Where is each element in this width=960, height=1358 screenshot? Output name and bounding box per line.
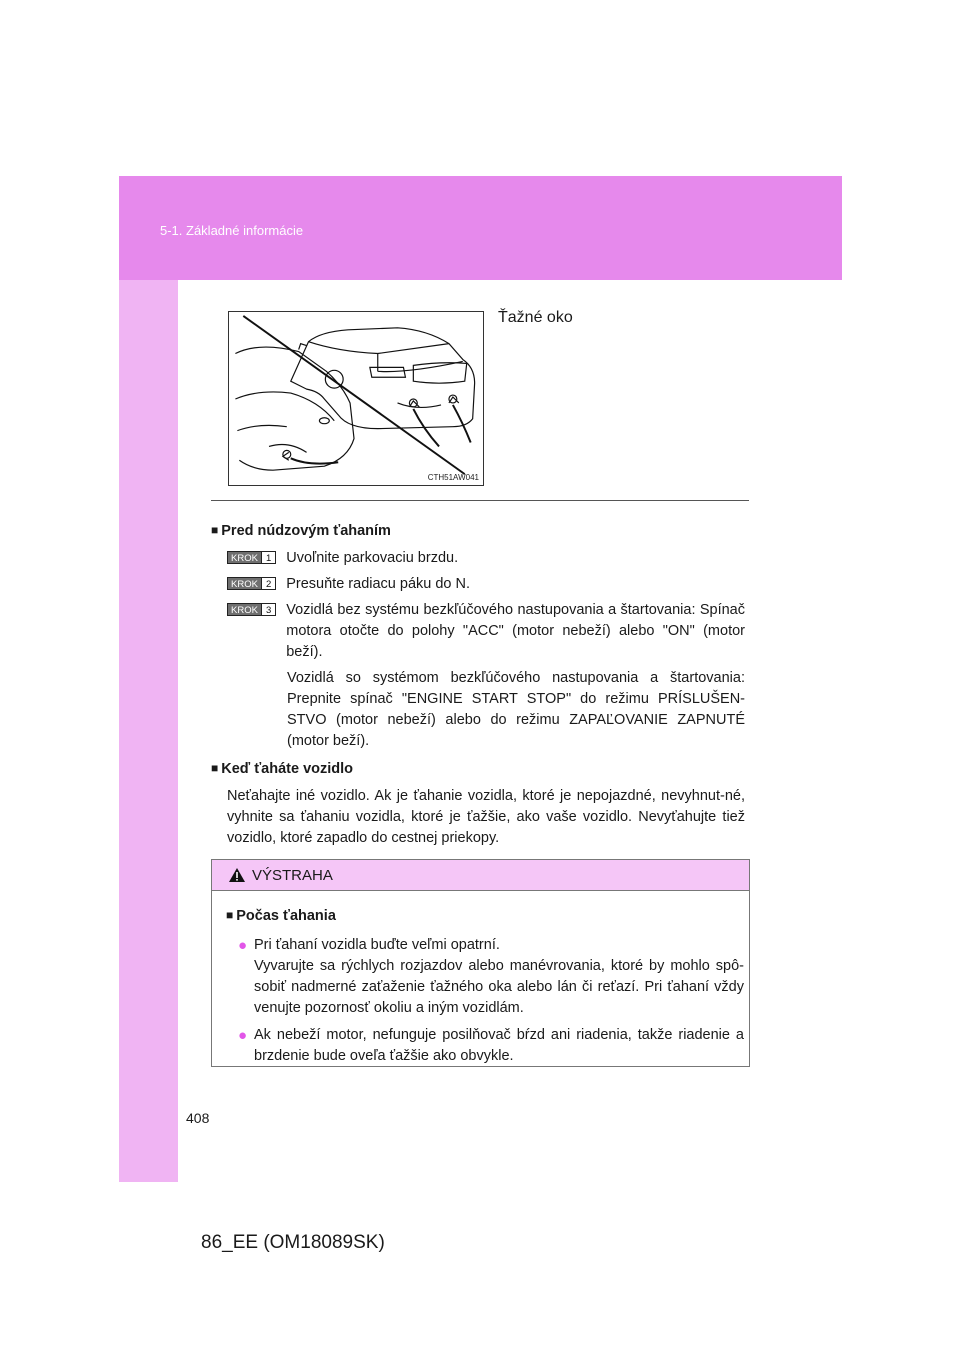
list-item bbox=[238, 935, 744, 1019]
square-bullet-icon: ■ bbox=[211, 523, 219, 537]
main-content bbox=[211, 520, 745, 855]
step-row bbox=[227, 548, 745, 569]
step-row bbox=[227, 574, 745, 595]
warning-body bbox=[212, 891, 749, 1067]
warning-header bbox=[212, 860, 749, 891]
figure-code: CTH51AW041 bbox=[427, 473, 479, 482]
warning-heading: VÝSTRAHA bbox=[252, 866, 333, 884]
list-item bbox=[238, 1025, 744, 1067]
section-breadcrumb: 5-1. Základné informácie bbox=[160, 223, 304, 238]
warning-box bbox=[211, 859, 750, 1067]
divider bbox=[211, 500, 749, 501]
section-title: ■ Pred núdzovým ťahaním bbox=[211, 523, 391, 539]
square-bullet-icon: ■ bbox=[211, 761, 219, 775]
step-text-continued: Vozidlá so systémom bezkľúčového nastupovania a štartovania: Prepnite spínač "ENGINE START STOP" do režimu PRÍSLUŠEN-STVO (motor nebeží) alebo do režimu ZAPAĽOVANIE ZAPNUTÉ (motor beží). bbox=[287, 670, 745, 749]
bullet-dot-icon: ● bbox=[238, 1027, 248, 1044]
square-bullet-icon: ■ bbox=[226, 908, 234, 922]
step-badge: KROK 1 bbox=[227, 551, 276, 564]
figure-label: Ťažné oko bbox=[498, 309, 573, 326]
car-rear-drawing bbox=[229, 312, 483, 485]
step-text: Uvoľnite parkovaciu brzdu. bbox=[286, 550, 459, 566]
bullet-text: Ak nebeží motor, nefunguje posilňovač bŕzd ani riadenia, takže riadenie a brzdenie bude oveľa ťažšie ako obvykle. bbox=[254, 1027, 744, 1064]
step-badge: KROK 3 bbox=[227, 603, 276, 616]
bullet-text: Pri ťahaní vozidla buďte veľmi opatrní. bbox=[254, 937, 500, 953]
side-strip bbox=[119, 280, 178, 1182]
step-text: Vozidlá bez systému bezkľúčového nastupovania a štartovania: Spínač motora otočte do polohy "ACC" (motor nebeží) alebo "ON" (motor beží). bbox=[286, 602, 745, 660]
section-title: ■ Keď ťaháte vozidlo bbox=[211, 761, 354, 777]
step-row bbox=[227, 600, 745, 663]
step-badge: KROK 2 bbox=[227, 577, 276, 590]
towing-eyelet-illustration bbox=[228, 311, 484, 486]
warning-title: ■ Počas ťahania bbox=[226, 908, 336, 924]
paragraph: Neťahajte iné vozidlo. Ak je ťahanie vozidla, ktoré je nepojazdné, nevyhnut-né, vyhnite sa ťahaniu vozidla, ktoré je ťažšie, ako vaše vozidlo. Nevyťahujte tiež vozidlo, ktoré zapadlo do cestnej priekopy. bbox=[227, 788, 745, 846]
step-text: Presuňte radiacu páku do N. bbox=[286, 576, 471, 592]
bullet-text-continued: Vyvarujte sa rýchlych rozjazdov alebo manévrovania, ktoré by mohlo spô-sobiť nadmerné zaťaženie ťažného oka alebo lán či reťazí. Pri ťahaní vždy venujte pozornosť okoliu a iným vozidlám. bbox=[254, 958, 744, 1016]
bullet-dot-icon: ● bbox=[238, 937, 248, 954]
warning-triangle-icon bbox=[228, 867, 246, 883]
document-code: 86_EE (OM18089SK) bbox=[201, 1232, 385, 1253]
page-number: 408 bbox=[186, 1110, 210, 1126]
